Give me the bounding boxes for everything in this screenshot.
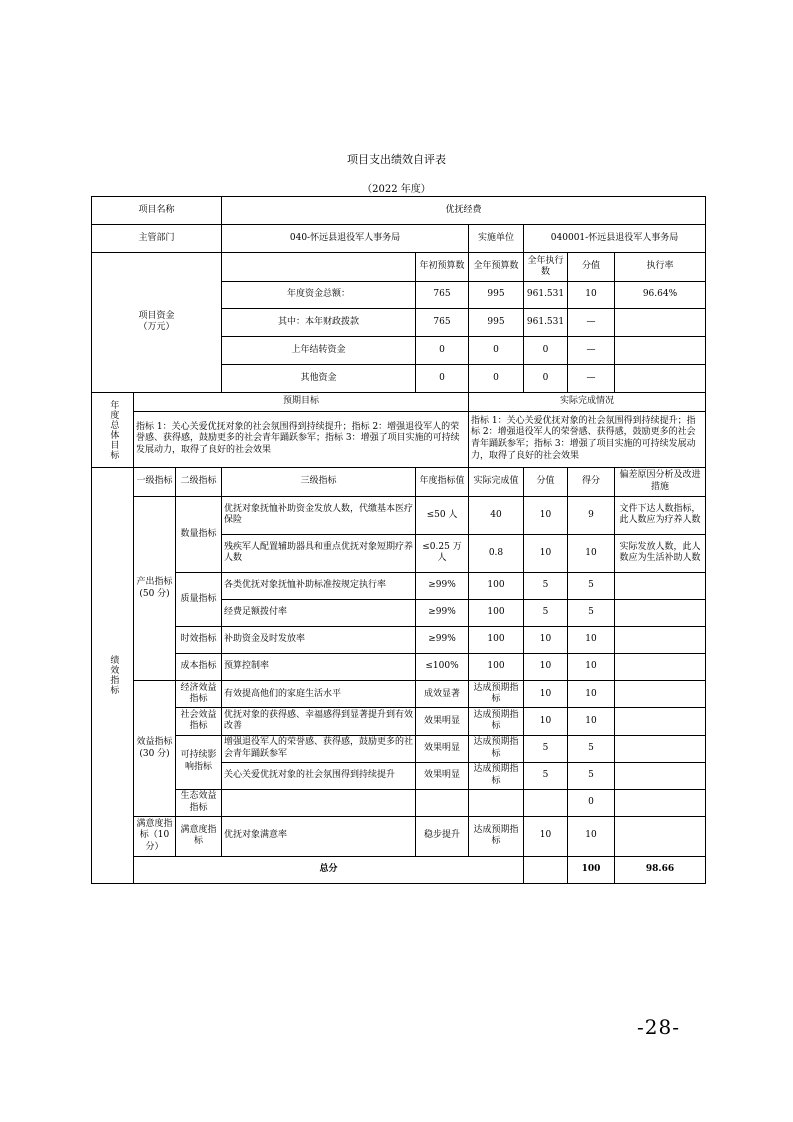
level2-social: 社会效益指标 bbox=[176, 708, 222, 735]
actual-cell: 达成预期指标 bbox=[469, 708, 524, 735]
actual-cell: 100 bbox=[469, 654, 524, 681]
actual-cell: 100 bbox=[469, 627, 524, 654]
perf-col-header: 二级指标 bbox=[176, 467, 222, 496]
funds-cell: 0 bbox=[416, 365, 469, 392]
value-cell: 10 bbox=[524, 816, 568, 856]
actual-cell: 100 bbox=[469, 573, 524, 600]
funds-col-header: 执行率 bbox=[615, 253, 706, 282]
funds-cell: 995 bbox=[469, 282, 524, 309]
note-cell bbox=[615, 789, 706, 816]
target-cell: 效果明显 bbox=[416, 762, 469, 789]
funds-cell: 96.64% bbox=[615, 282, 706, 309]
score-cell: 9 bbox=[568, 496, 615, 534]
funds-cell: 10 bbox=[568, 282, 615, 309]
funds-cell: 0 bbox=[524, 337, 568, 365]
note-cell bbox=[615, 708, 706, 735]
note-cell bbox=[615, 735, 706, 762]
note-cell bbox=[615, 681, 706, 708]
level2-quality: 质量指标 bbox=[176, 573, 222, 627]
score-cell: 10 bbox=[568, 654, 615, 681]
target-cell: 效果明显 bbox=[416, 708, 469, 735]
score-cell: 5 bbox=[568, 762, 615, 789]
score-cell: 10 bbox=[568, 816, 615, 856]
funds-cell bbox=[615, 365, 706, 392]
annual-goal-label: 年度总体目标 bbox=[92, 392, 134, 467]
target-cell: ≥99% bbox=[416, 627, 469, 654]
target-cell: ≤100% bbox=[416, 654, 469, 681]
funds-row-label: 其他资金 bbox=[222, 365, 416, 392]
level2-eco: 生态效益指标 bbox=[176, 789, 222, 816]
indicator-cell: 预算控制率 bbox=[222, 654, 416, 681]
perf-col-header: 年度指标值 bbox=[416, 467, 469, 496]
indicator-cell: 残疾军人配置辅助器具和重点优抚对象短期疗养人数 bbox=[222, 534, 416, 572]
level2-satisfaction: 满意度指标 bbox=[176, 816, 222, 856]
note-cell bbox=[615, 627, 706, 654]
page-number: -28- bbox=[637, 1015, 680, 1039]
actual-cell: 100 bbox=[469, 600, 524, 627]
indicator-cell: 增强退役军人的荣誉感、获得感，鼓励更多的社会青年踊跃参军 bbox=[222, 735, 416, 762]
actual-cell: 40 bbox=[469, 496, 524, 534]
score-cell: 10 bbox=[568, 681, 615, 708]
perf-col-header: 三级指标 bbox=[222, 467, 416, 496]
indicator-cell: 补助资金及时发放率 bbox=[222, 627, 416, 654]
actual-cell: 达成预期指标 bbox=[469, 735, 524, 762]
value-cell: 10 bbox=[524, 681, 568, 708]
value-cell: 5 bbox=[524, 762, 568, 789]
funds-col-header: 年初预算数 bbox=[416, 253, 469, 282]
perf-col-header: 实际完成值 bbox=[469, 467, 524, 496]
value-cell: 10 bbox=[524, 496, 568, 534]
level1-benefit: 效益指标(30 分) bbox=[134, 681, 176, 816]
indicator-cell bbox=[222, 789, 416, 816]
target-cell bbox=[416, 789, 469, 816]
funds-cell: 0 bbox=[524, 365, 568, 392]
indicator-cell: 有效提高他们的家庭生活水平 bbox=[222, 681, 416, 708]
dept-label: 主管部门 bbox=[92, 225, 222, 253]
score-cell: 5 bbox=[568, 573, 615, 600]
impl-label: 实施单位 bbox=[469, 225, 524, 253]
funds-cell: — bbox=[568, 337, 615, 365]
indicator-cell: 优抚对象抚恤补助资金发放人数，代缴基本医疗保险 bbox=[222, 496, 416, 534]
total-blank bbox=[524, 856, 568, 883]
actual-result-text: 指标 1：关心关爱优抚对象的社会氛围得到持续提升；指标 2：增强退役军人的荣誉感、获得感，鼓励更多的社会青年踊跃参军；指标 3：增强了项目实施的可持续发展动力，取得了良好的社会效果 bbox=[469, 411, 706, 467]
funds-cell bbox=[615, 337, 706, 365]
actual-result-header: 实际完成情况 bbox=[469, 392, 706, 411]
indicator-cell: 优抚对象满意率 bbox=[222, 816, 416, 856]
total-value: 100 bbox=[568, 856, 615, 883]
indicator-cell: 经费足额拨付率 bbox=[222, 600, 416, 627]
funds-cell: 765 bbox=[416, 282, 469, 309]
actual-cell bbox=[469, 789, 524, 816]
funds-cell: 961.531 bbox=[524, 309, 568, 337]
target-cell: 效果明显 bbox=[416, 735, 469, 762]
funds-col-header: 分值 bbox=[568, 253, 615, 282]
indicator-cell: 各类优抚对象抚恤补助标准按规定执行率 bbox=[222, 573, 416, 600]
value-cell: 5 bbox=[524, 600, 568, 627]
funds-row-label: 上年结转资金 bbox=[222, 337, 416, 365]
score-cell: 10 bbox=[568, 627, 615, 654]
funds-header-blank bbox=[222, 253, 416, 282]
target-cell: ≥99% bbox=[416, 600, 469, 627]
funds-cell: 995 bbox=[469, 309, 524, 337]
actual-cell: 达成预期指标 bbox=[469, 762, 524, 789]
perf-col-header: 偏差原因分析及改进措施 bbox=[615, 467, 706, 496]
level1-satisfaction: 满意度指标（10 分） bbox=[134, 816, 176, 856]
funds-cell: 961.531 bbox=[524, 282, 568, 309]
actual-cell: 达成预期指标 bbox=[469, 681, 524, 708]
level1-output: 产出指标(50 分) bbox=[134, 496, 176, 681]
level2-economic: 经济效益指标 bbox=[176, 681, 222, 708]
note-cell bbox=[615, 816, 706, 856]
value-cell: 10 bbox=[524, 708, 568, 735]
value-cell: 5 bbox=[524, 735, 568, 762]
funds-cell: 0 bbox=[469, 365, 524, 392]
expected-goal-header: 预期目标 bbox=[134, 392, 469, 411]
project-name-label: 项目名称 bbox=[92, 197, 222, 225]
funds-cell: — bbox=[568, 309, 615, 337]
page-subtitle: （2022 年度） bbox=[362, 184, 431, 195]
funds-cell: 0 bbox=[416, 337, 469, 365]
dept-value: 040-怀远县退役军人事务局 bbox=[222, 225, 469, 253]
level2-sustain: 可持续影响指标 bbox=[176, 735, 222, 789]
score-cell: 0 bbox=[568, 789, 615, 816]
page-title: 项目支出绩效自评表 bbox=[347, 153, 446, 166]
funds-cell: — bbox=[568, 365, 615, 392]
funds-col-header: 全年预算数 bbox=[469, 253, 524, 282]
value-cell: 10 bbox=[524, 627, 568, 654]
performance-indicators-label: 绩效指标 bbox=[92, 467, 134, 883]
funds-label: 项目资金 （万元） bbox=[92, 253, 222, 392]
score-cell: 5 bbox=[568, 600, 615, 627]
funds-col-header: 全年执行数 bbox=[524, 253, 568, 282]
funds-row-label: 年度资金总额： bbox=[222, 282, 416, 309]
note-cell: 文件下达人数指标，此人数应为疗养人数 bbox=[615, 496, 706, 534]
note-cell: 实际发放人数，此人数应为生活补助人数 bbox=[615, 534, 706, 572]
value-cell bbox=[524, 789, 568, 816]
level2-time: 时效指标 bbox=[176, 627, 222, 654]
note-cell bbox=[615, 573, 706, 600]
expected-goal-text: 指标 1：关心关爱优抚对象的社会氛围得到持续提升；指标 2：增强退役军人的荣誉感、获得感，鼓励更多的社会青年踊跃参军；指标 3：增强了项目实施的可持续发展动力，取得了良好的社会效果 bbox=[134, 411, 469, 467]
funds-row-label: 其中：本年财政拨款 bbox=[222, 309, 416, 337]
evaluation-table bbox=[91, 196, 706, 884]
total-label: 总分 bbox=[134, 856, 524, 883]
note-cell bbox=[615, 600, 706, 627]
note-cell bbox=[615, 762, 706, 789]
actual-cell: 达成预期指标 bbox=[469, 816, 524, 856]
level2-cost: 成本指标 bbox=[176, 654, 222, 681]
indicator-cell: 关心关爱优抚对象的社会氛围得到持续提升 bbox=[222, 762, 416, 789]
perf-col-header: 得分 bbox=[568, 467, 615, 496]
target-cell: ≤50 人 bbox=[416, 496, 469, 534]
funds-cell: 0 bbox=[469, 337, 524, 365]
total-score: 98.66 bbox=[615, 856, 706, 883]
score-cell: 10 bbox=[568, 708, 615, 735]
target-cell: ≥99% bbox=[416, 573, 469, 600]
perf-col-header: 分值 bbox=[524, 467, 568, 496]
target-cell: 稳步提升 bbox=[416, 816, 469, 856]
value-cell: 10 bbox=[524, 654, 568, 681]
target-cell: ≤0.25 万人 bbox=[416, 534, 469, 572]
value-cell: 10 bbox=[524, 534, 568, 572]
target-cell: 成效显著 bbox=[416, 681, 469, 708]
perf-col-header: 一级指标 bbox=[134, 467, 176, 496]
project-name-value: 优抚经费 bbox=[222, 197, 706, 225]
indicator-cell: 优抚对象的获得感、幸福感得到显著提升到有效改善 bbox=[222, 708, 416, 735]
value-cell: 5 bbox=[524, 573, 568, 600]
funds-cell bbox=[615, 309, 706, 337]
actual-cell: 0.8 bbox=[469, 534, 524, 572]
funds-cell: 765 bbox=[416, 309, 469, 337]
level2-quantity: 数量指标 bbox=[176, 496, 222, 572]
impl-value: 040001-怀远县退役军人事务局 bbox=[524, 225, 706, 253]
score-cell: 5 bbox=[568, 735, 615, 762]
score-cell: 10 bbox=[568, 534, 615, 572]
note-cell bbox=[615, 654, 706, 681]
